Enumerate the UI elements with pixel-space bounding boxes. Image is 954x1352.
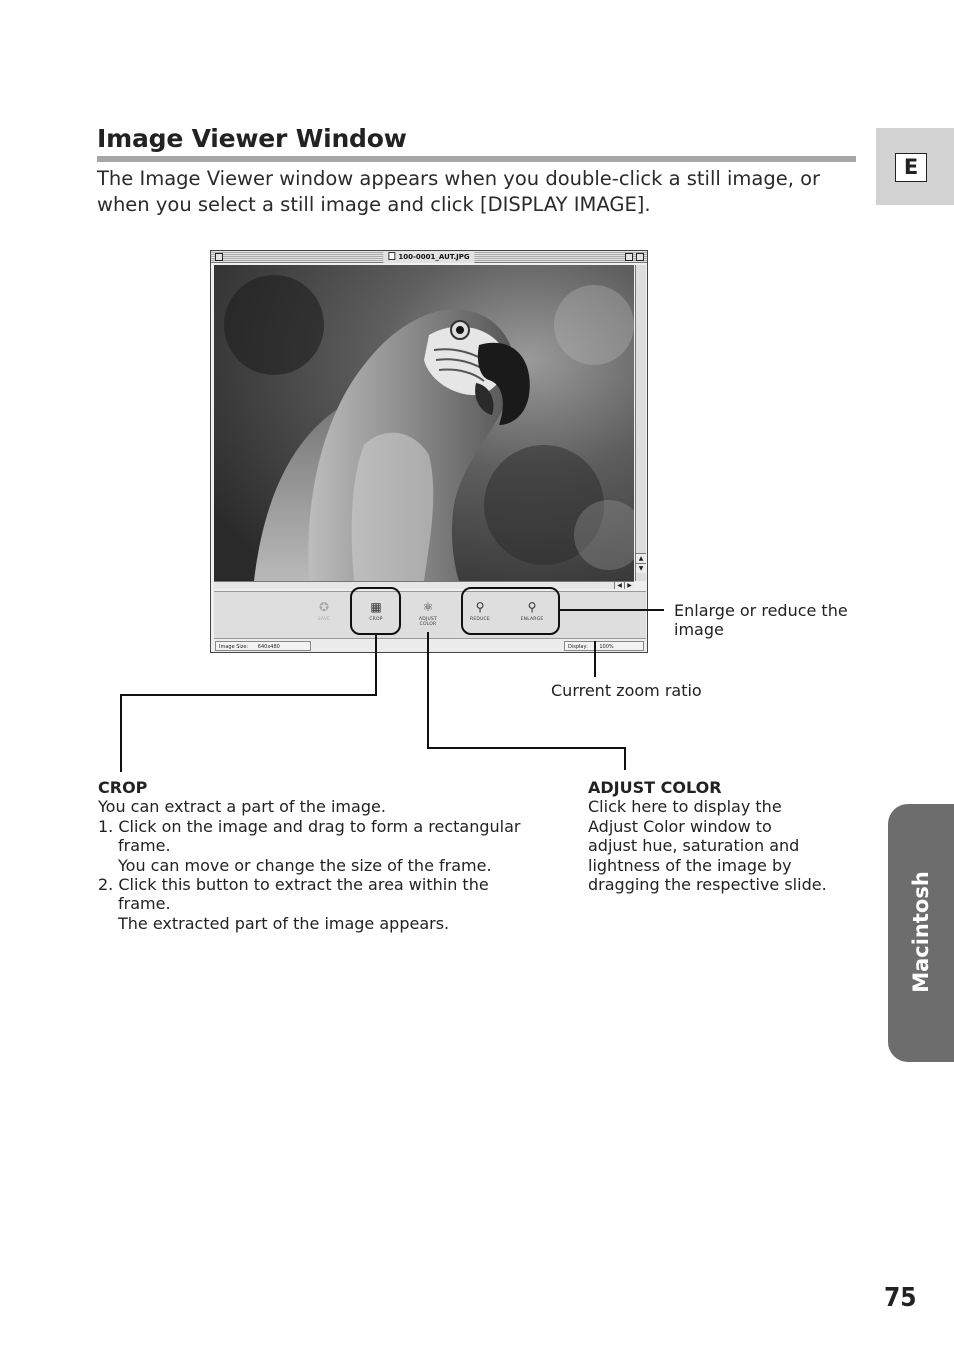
window-title: [383, 251, 474, 263]
intro-text: The Image Viewer window appears when you double-click a still image, or when you select a still image and click [DISPLAY IMAGE].: [97, 167, 821, 216]
adjust-leader-drop: [624, 747, 626, 770]
horizontal-scrollbar[interactable]: [214, 581, 634, 589]
adjust-leader-vertical: [427, 632, 429, 749]
title-rule: [97, 156, 856, 162]
crop-step-1: 1. Click on the image and drag to form a rectangular: [98, 816, 521, 836]
scroll-right-icon[interactable]: ▶: [624, 582, 634, 589]
crop-step-2-cont: frame.: [118, 894, 171, 914]
adjust-line-2: Adjust Color window to: [588, 816, 772, 836]
window-title-text: 100-0001_AUT.JPG: [398, 253, 470, 261]
adjust-line-4: lightness of the image by: [588, 855, 792, 875]
scroll-down-icon[interactable]: ▼: [636, 563, 646, 573]
adjust-color-label-2: COLOR: [419, 622, 437, 627]
zoom-box-icon[interactable]: [625, 253, 633, 261]
crop-step-2-note: The extracted part of the image appears.: [118, 913, 450, 933]
adjust-line-5: dragging the respective slide.: [588, 875, 827, 895]
crop-leader-horizontal: [120, 694, 377, 696]
adjust-color-button[interactable]: [406, 596, 450, 636]
zoom-leader-line: [560, 609, 664, 611]
crop-leader-drop: [120, 694, 122, 772]
adjust-line-3: adjust hue, saturation and: [588, 836, 800, 856]
zoom-in-icon: ⚲: [527, 600, 537, 614]
parrot-photo[interactable]: [214, 265, 634, 581]
crop-leader-vertical: [375, 635, 377, 696]
zoom-ratio-callout: Current zoom ratio: [551, 681, 702, 700]
crop-step-1-note: You can move or change the size of the frame.: [118, 855, 492, 875]
zoom-out-icon: ⚲: [475, 600, 485, 614]
adjust-heading: ADJUST COLOR: [588, 778, 722, 797]
crop-line: You can extract a part of the image.: [98, 797, 386, 817]
scroll-left-icon[interactable]: ◀: [614, 582, 624, 589]
document-icon: [388, 252, 395, 260]
crop-step-2: 2. Click this button to extract the area within the: [98, 875, 489, 895]
image-size-field: [215, 641, 311, 651]
adjust-line-1: Click here to display the: [588, 797, 782, 817]
page-number: 75: [884, 1283, 917, 1313]
ratio-leader-line: [594, 641, 596, 677]
crop-heading: CROP: [98, 778, 148, 797]
display-label: Display:: [568, 644, 588, 650]
zoom-callout-ring: [461, 587, 560, 635]
image-viewer-window: [210, 250, 648, 653]
display-value: 100%: [599, 644, 614, 650]
save-button[interactable]: [302, 596, 346, 636]
language-tab-label: E: [895, 153, 927, 182]
image-size-label: Image Size:: [219, 644, 249, 650]
vertical-scrollbar[interactable]: [635, 265, 646, 581]
display-field: [564, 641, 644, 651]
image-size-value: 640x480: [257, 644, 280, 650]
parrot-image: [214, 265, 634, 581]
close-box-icon[interactable]: [215, 253, 223, 261]
crop-icon: ▦: [370, 600, 382, 614]
enlarge-label: ENLARGE: [520, 617, 544, 622]
viewer-toolbar: [214, 591, 646, 639]
adjust-leader-horizontal: [427, 747, 626, 749]
status-bar: [214, 640, 646, 652]
adjust-color-icon: ⚛: [422, 600, 434, 614]
crop-callout-ring: [350, 587, 401, 635]
collapse-box-icon[interactable]: [636, 253, 644, 261]
crop-step-1-cont: frame.: [118, 836, 171, 856]
reduce-label: REDUCE: [470, 617, 490, 622]
enlarge-reduce-callout: Enlarge or reduce the image: [674, 601, 848, 639]
section-title: Image Viewer Window: [97, 124, 407, 153]
adjust-color-label-1: ADJUST: [419, 617, 437, 622]
platform-tab-label: Macintosh: [909, 871, 933, 993]
save-icon: ✪: [318, 600, 330, 614]
crop-description: [98, 778, 568, 933]
crop-label: CROP: [369, 617, 383, 622]
save-label: SAVE: [317, 617, 331, 622]
window-title-bar[interactable]: [211, 251, 647, 263]
scroll-up-icon[interactable]: ▲: [636, 553, 646, 563]
adjust-color-description: [588, 778, 868, 894]
